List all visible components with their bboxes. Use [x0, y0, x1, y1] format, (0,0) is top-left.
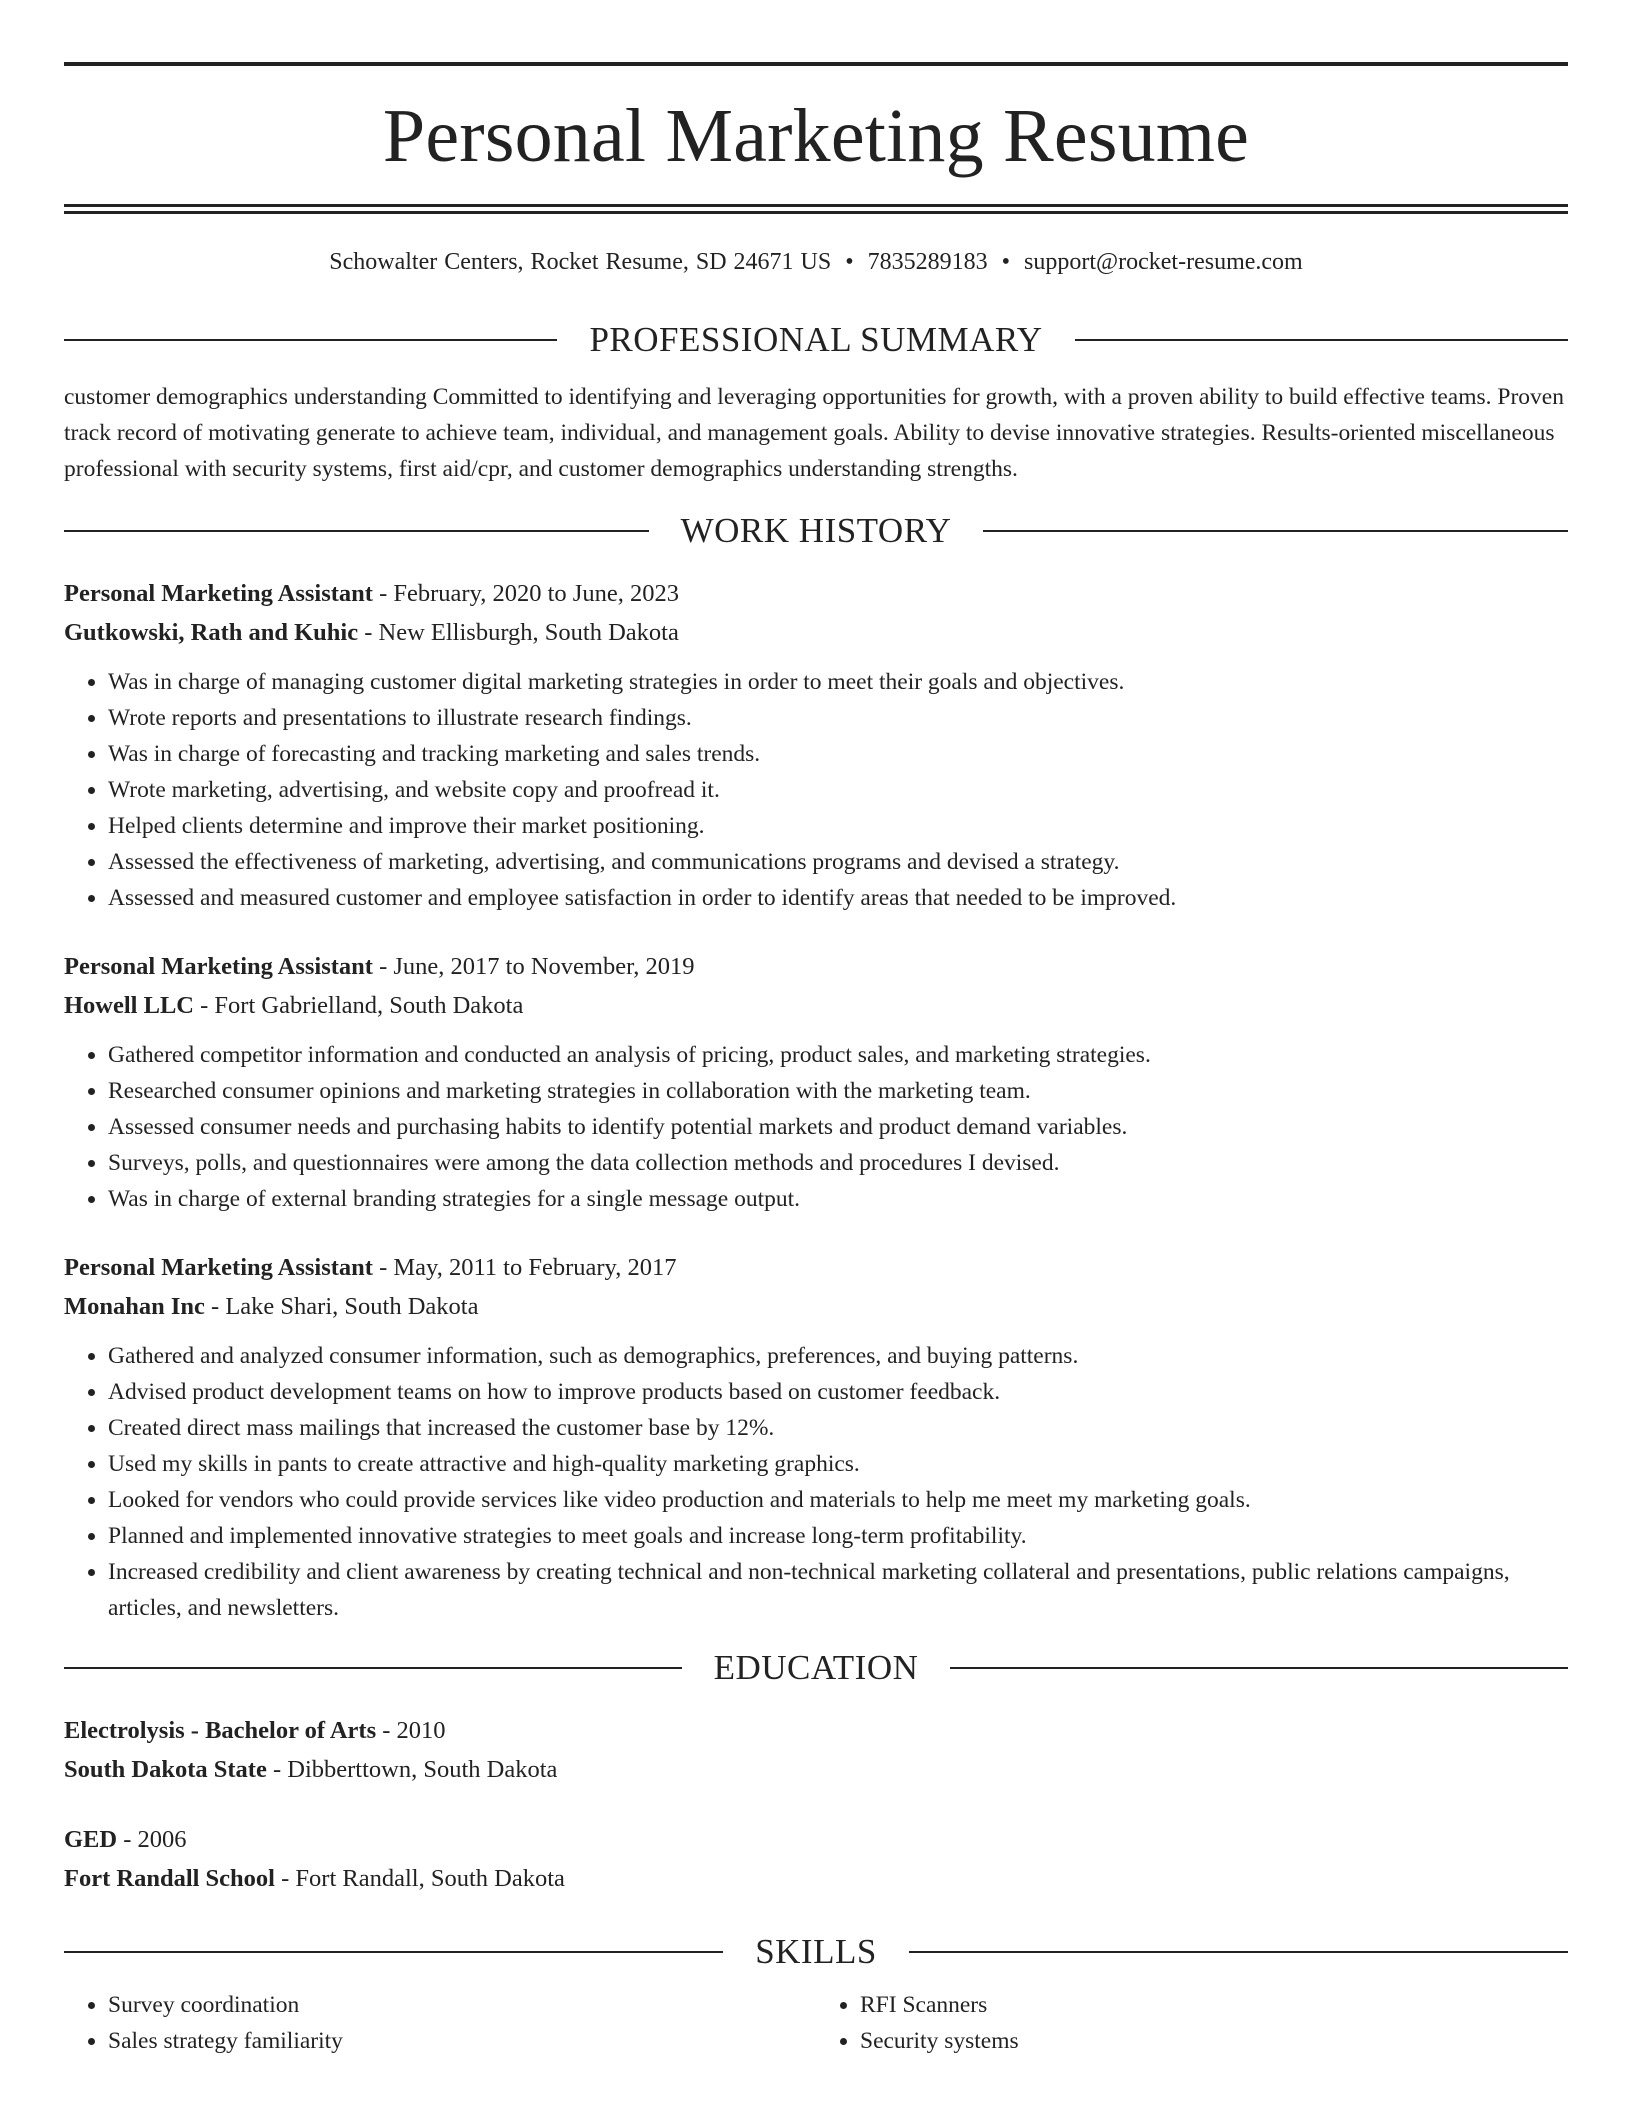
list-item: • Surveys, polls, and questionnaires were among the data collection methods and procedures I devised.	[108, 1145, 1568, 1181]
education-heading-label: EDUCATION	[713, 1648, 919, 1687]
list-item: • Was in charge of forecasting and tracking marketing and sales trends.	[108, 736, 1568, 772]
list-item: • Was in charge of external branding strategies for a single message output.	[108, 1181, 1568, 1217]
education-school: South Dakota State	[64, 1756, 267, 1783]
resume-title: Personal Marketing Resume	[382, 94, 1250, 178]
list-item: • Planned and implemented innovative strategies to meet goals and increase long-term profitability.	[108, 1518, 1568, 1554]
education-degree-line	[64, 1711, 1568, 1750]
education-location: - Fort Randall, South Dakota	[275, 1865, 565, 1892]
education-degree-line	[64, 1820, 1568, 1859]
job-dates: - February, 2020 to June, 2023	[372, 580, 679, 607]
job-dates: - June, 2017 to November, 2019	[372, 953, 695, 980]
job-title-line	[64, 574, 1568, 613]
job-bullets	[64, 1338, 1568, 1626]
heading-rule-right	[983, 530, 1568, 532]
work-heading	[64, 513, 1568, 548]
job-location: - Fort Gabrielland, South Dakota	[194, 992, 524, 1019]
contact-separator: •	[845, 249, 854, 275]
contact-phone: 7835289183	[867, 249, 988, 275]
heading-rule-right	[950, 1667, 1568, 1669]
job-bullets	[64, 664, 1568, 916]
list-item: • Looked for vendors who could provide services like video production and materials to help me meet my marketing goals.	[108, 1482, 1568, 1518]
skills-column-right	[816, 1987, 1568, 2059]
top-rule	[64, 62, 1568, 66]
skills-list	[64, 1987, 1568, 2059]
education-entry-1	[64, 1711, 1568, 1789]
list-item: • Wrote marketing, advertising, and website copy and proofread it.	[108, 772, 1568, 808]
list-item: • Assessed consumer needs and purchasing habits to identify potential markets and product demand variables.	[108, 1109, 1568, 1145]
job-location: - Lake Shari, South Dakota	[204, 1293, 479, 1320]
job-title: Personal Marketing Assistant	[64, 580, 373, 607]
list-item: • Researched consumer opinions and marketing strategies in collaboration with the marketing team.	[108, 1073, 1568, 1109]
skills-heading-label: SKILLS	[755, 1932, 877, 1971]
heading-rule-left	[64, 1667, 682, 1669]
contact-separator: •	[1001, 249, 1011, 275]
list-item: • Gathered competitor information and conducted an analysis of pricing, product sales, and marketing strategies.	[108, 1037, 1568, 1073]
education-school-line	[64, 1859, 1568, 1898]
education-location: - Dibberttown, South Dakota	[266, 1756, 558, 1783]
education-heading	[64, 1650, 1568, 1685]
skills-heading	[64, 1934, 1568, 1969]
education-year: - 2006	[117, 1826, 187, 1853]
list-item: • Assessed the effectiveness of marketing, advertising, and communications programs and devised a strategy.	[108, 844, 1568, 880]
job-company: Howell LLC	[64, 992, 194, 1019]
summary-heading-label: PROFESSIONAL SUMMARY	[589, 320, 1043, 359]
skills-column-left	[64, 1987, 816, 2059]
education-school: Fort Randall School	[64, 1865, 275, 1892]
job-entry-3	[64, 1248, 1568, 1626]
list-item: • Helped clients determine and improve their market positioning.	[108, 808, 1568, 844]
heading-rule-left	[64, 1951, 723, 1953]
job-title: Personal Marketing Assistant	[64, 953, 373, 980]
job-title: Personal Marketing Assistant	[64, 1254, 373, 1281]
heading-rule-left	[64, 530, 649, 532]
education-degree: Electrolysis - Bachelor of Arts	[64, 1717, 377, 1744]
list-item: • Survey coordination	[108, 1987, 816, 2023]
job-company-line	[64, 613, 1568, 652]
job-company: Monahan Inc	[64, 1293, 205, 1320]
list-item: • Used my skills in pants to create attractive and high-quality marketing graphics.	[108, 1446, 1568, 1482]
education-year: - 2010	[376, 1717, 446, 1744]
job-company-line	[64, 1287, 1568, 1326]
job-dates: - May, 2011 to February, 2017	[372, 1254, 677, 1281]
work-heading-label: WORK HISTORY	[680, 511, 952, 550]
job-entry-1	[64, 574, 1568, 916]
job-company-line	[64, 986, 1568, 1025]
title-double-rule	[64, 204, 1568, 214]
contact-line	[64, 250, 1568, 274]
job-title-line	[64, 1248, 1568, 1287]
job-title-line	[64, 947, 1568, 986]
job-location: - New Ellisburgh, South Dakota	[358, 619, 679, 646]
list-item: • Gathered and analyzed consumer information, such as demographics, preferences, and buying patterns.	[108, 1338, 1568, 1374]
list-item: • Sales strategy familiarity	[108, 2023, 816, 2059]
job-company: Gutkowski, Rath and Kuhic	[64, 619, 359, 646]
list-item: • Created direct mass mailings that increased the customer base by 12%.	[108, 1410, 1568, 1446]
list-item: • Wrote reports and presentations to illustrate research findings.	[108, 700, 1568, 736]
education-school-line	[64, 1750, 1568, 1789]
contact-address: Schowalter Centers, Rocket Resume, SD 24671 US	[329, 249, 832, 275]
job-entry-2	[64, 947, 1568, 1217]
education-degree: GED	[64, 1826, 118, 1853]
list-item: • Advised product development teams on how to improve products based on customer feedback.	[108, 1374, 1568, 1410]
list-item: • Was in charge of managing customer digital marketing strategies in order to meet their goals and objectives.	[108, 664, 1568, 700]
summary-heading	[64, 322, 1568, 357]
list-item: • Security systems	[860, 2023, 1568, 2059]
contact-email[interactable]: support@rocket-resume.com	[1024, 249, 1303, 275]
heading-rule-right	[909, 1951, 1568, 1953]
list-item: • Increased credibility and client awareness by creating technical and non-technical marketing collateral and presentations, public relations campaigns, articles, and newsletters.	[108, 1554, 1568, 1626]
job-bullets	[64, 1037, 1568, 1217]
education-entry-2	[64, 1820, 1568, 1898]
list-item: • RFI Scanners	[860, 1987, 1568, 2023]
heading-rule-left	[64, 339, 557, 341]
list-item: • Assessed and measured customer and employee satisfaction in order to identify areas that needed to be improved.	[108, 880, 1568, 916]
summary-text: customer demographics understanding Committed to identifying and leveraging opportunities for growth, with a proven ability to build effective teams. Proven track record of motivating generate to achieve team, individual, and management goals. Ability to devise innovative strategies. Results-oriented miscellaneous professional with security systems, first aid/cpr, and customer demographics understanding strengths.	[64, 384, 1564, 482]
heading-rule-right	[1075, 339, 1568, 341]
